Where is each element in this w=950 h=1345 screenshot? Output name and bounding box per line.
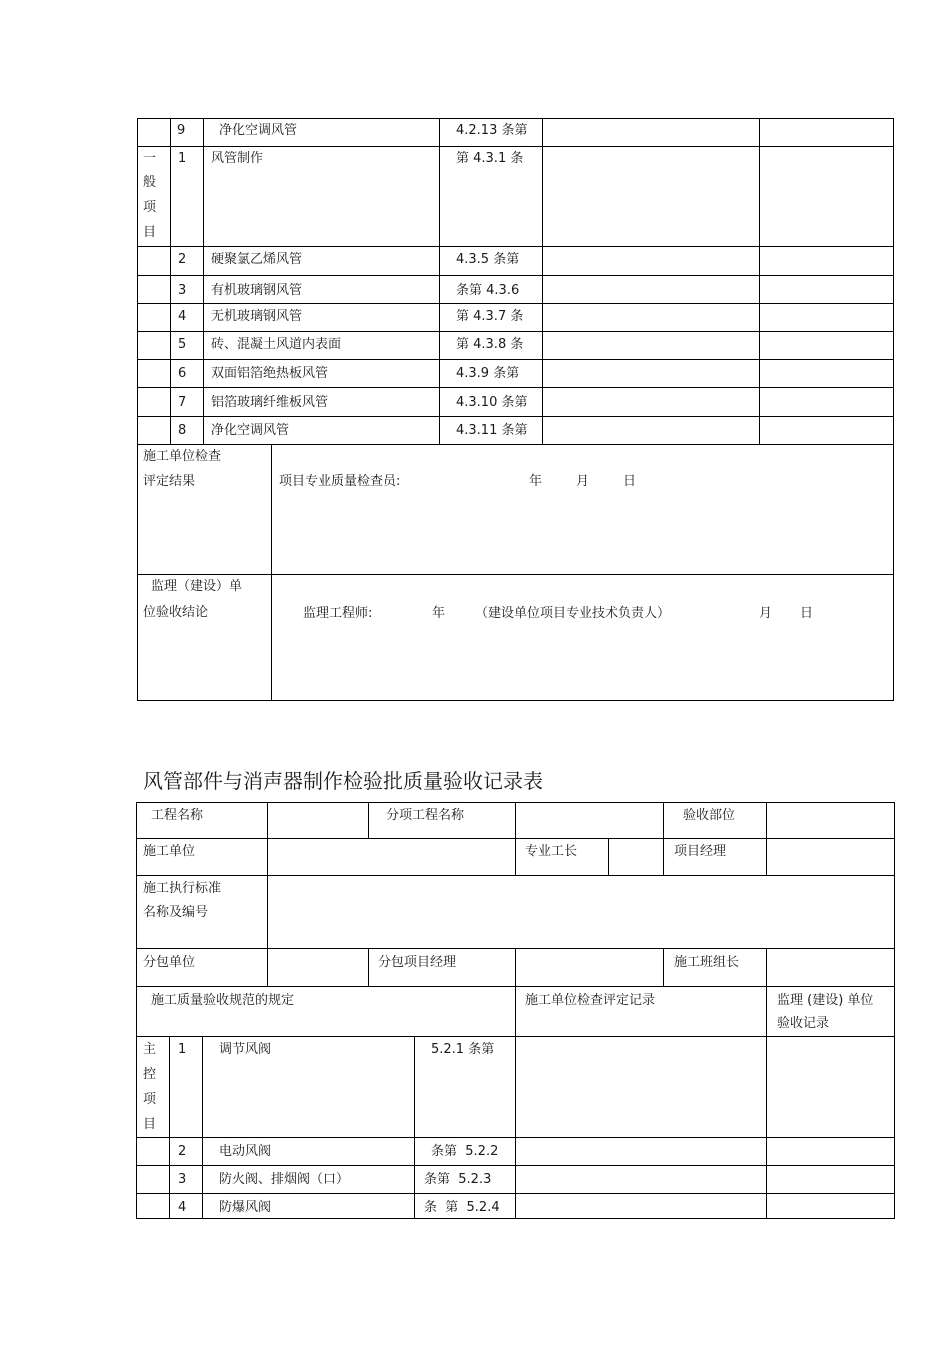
clause-reference: 4.2.13 条第 bbox=[456, 123, 528, 138]
row-number: 7 bbox=[178, 395, 187, 410]
item-name: 风管制作 bbox=[211, 151, 264, 166]
contractor-result-label: 评定结果 bbox=[143, 474, 196, 489]
clause-reference: 第 4.3.8 条 bbox=[456, 337, 524, 352]
row-number: 1 bbox=[178, 1042, 187, 1057]
date-month-label: 月 bbox=[759, 606, 773, 621]
quality-inspector-signature-label: 项目专业质量检查员: bbox=[279, 474, 401, 489]
subcontractor-label: 分包单位 bbox=[143, 955, 196, 970]
clause-reference: 条 第 5.2.4 bbox=[424, 1200, 500, 1215]
acceptance-part-label: 验收部位 bbox=[683, 808, 736, 823]
foreman-label: 专业工长 bbox=[525, 844, 578, 859]
item-name: 硬聚氯乙烯风管 bbox=[211, 252, 303, 267]
row-number: 5 bbox=[178, 337, 187, 352]
project-manager-label: 项目经理 bbox=[674, 844, 727, 859]
row-number: 6 bbox=[178, 366, 187, 381]
item-name: 净化空调风管 bbox=[219, 123, 298, 138]
supervisor-conclusion-label: 位验收结论 bbox=[143, 605, 209, 620]
clause-reference: 4.3.11 条第 bbox=[456, 423, 528, 438]
row-number: 9 bbox=[177, 123, 186, 138]
sub-project-manager-label: 分包项目经理 bbox=[378, 955, 457, 970]
row-number: 2 bbox=[178, 252, 187, 267]
standard-label: 施工执行标准 bbox=[143, 881, 222, 896]
contractor-result-label: 施工单位检查 bbox=[143, 449, 222, 464]
row-number: 8 bbox=[178, 423, 187, 438]
item-name: 砖、混凝土风道内表面 bbox=[211, 337, 342, 352]
item-name: 净化空调风管 bbox=[211, 423, 290, 438]
item-name: 无机玻璃钢风管 bbox=[211, 309, 303, 324]
supervisor-engineer-signature-label: 监理工程师: bbox=[303, 606, 373, 621]
project-name-label: 工程名称 bbox=[151, 808, 204, 823]
item-name: 铝箔玻璃纤维板风管 bbox=[211, 395, 329, 410]
date-year-label: 年 bbox=[529, 474, 543, 489]
section-label-char: 项 bbox=[143, 200, 157, 215]
owner-technical-lead-label: （建设单位项目专业技术负责人） bbox=[475, 606, 671, 621]
item-name: 调节风阀 bbox=[219, 1042, 272, 1057]
date-month-label: 月 bbox=[576, 474, 590, 489]
section-label-char: 般 bbox=[143, 175, 157, 190]
clause-reference: 5.2.1 条第 bbox=[431, 1042, 495, 1057]
section-label-char: 项 bbox=[143, 1092, 157, 1107]
standard-label: 名称及编号 bbox=[143, 905, 209, 920]
clause-reference: 条第 5.2.2 bbox=[431, 1144, 499, 1159]
item-name: 防火阀、排烟阀（口） bbox=[219, 1172, 350, 1187]
team-leader-label: 施工班组长 bbox=[674, 955, 740, 970]
row-number: 4 bbox=[178, 1200, 187, 1215]
row-number: 1 bbox=[178, 151, 187, 166]
date-day-label: 日 bbox=[623, 474, 637, 489]
clause-reference: 第 4.3.1 条 bbox=[456, 151, 524, 166]
document-title: 风管部件与消声器制作检验批质量验收记录表 bbox=[143, 769, 543, 793]
section-label-char: 目 bbox=[143, 1117, 157, 1132]
date-day-label: 日 bbox=[800, 606, 814, 621]
section-label-char: 目 bbox=[143, 225, 157, 240]
clause-reference: 第 4.3.7 条 bbox=[456, 309, 524, 324]
row-number: 4 bbox=[178, 309, 187, 324]
date-year-label: 年 bbox=[432, 606, 446, 621]
item-name: 防爆风阀 bbox=[219, 1200, 272, 1215]
item-name: 双面铝箔绝热板风管 bbox=[211, 366, 329, 381]
clause-reference: 条第 5.2.3 bbox=[424, 1172, 492, 1187]
item-name: 电动风阀 bbox=[219, 1144, 272, 1159]
row-number: 3 bbox=[178, 1172, 187, 1187]
row-number: 2 bbox=[178, 1144, 187, 1159]
clause-reference: 4.3.9 条第 bbox=[456, 366, 520, 381]
clause-reference: 4.3.5 条第 bbox=[456, 252, 520, 267]
contractor-label: 施工单位 bbox=[143, 844, 196, 859]
supervisor-conclusion-label: 监理（建设）单 bbox=[151, 579, 243, 594]
section-label-char: 一 bbox=[143, 151, 157, 166]
section-label-char: 控 bbox=[143, 1067, 157, 1082]
sub-project-name-label: 分项工程名称 bbox=[386, 808, 465, 823]
clause-reference: 条第 4.3.6 bbox=[456, 283, 520, 298]
contractor-record-header: 施工单位检查评定记录 bbox=[525, 993, 656, 1008]
clause-reference: 4.3.10 条第 bbox=[456, 395, 528, 410]
spec-header: 施工质量验收规范的规定 bbox=[151, 993, 295, 1008]
section-label-char: 主 bbox=[143, 1042, 157, 1057]
item-name: 有机玻璃钢风管 bbox=[211, 283, 303, 298]
supervisor-record-header: 验收记录 bbox=[777, 1016, 830, 1031]
supervisor-record-header: 监理 (建设) 单位 bbox=[777, 993, 874, 1008]
row-number: 3 bbox=[178, 283, 187, 298]
